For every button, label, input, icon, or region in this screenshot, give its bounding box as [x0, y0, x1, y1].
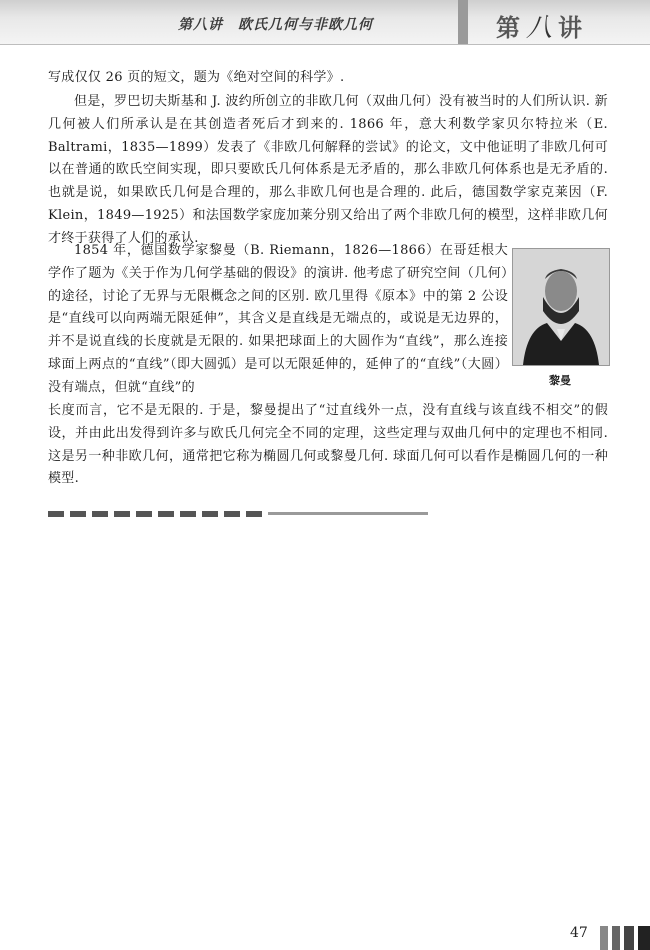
paragraph-elliptic-geometry: 长度而言，它不是无限的. 于是，黎曼提出了“过直线外一点，没有直线与该直线不相交”的假设，并由此出发得到许多与欧氏几何完全不同的定理，这些定理与双曲几何中的定理也不相同. 这是另一种非欧几何，通常把它称为椭圆几何或黎曼几何. 球面几何可以看作是椭圆几何的一种模型.	[48, 403, 608, 487]
paragraph-riemann-lecture: 1854 年，德国数学家黎曼（B. Riemann，1826—1866）在哥廷根大学作了题为《关于作为几何学基础的假设》的演讲. 他考虑了研究空间（几何）的途径，讨论了无界与无限概念之间的区别. 欧几里得《原本》中的第 2 公设是“直线可以向两端无限延伸”，其含义是直线是无端点的，或说是无边界的，并不是说直线的长度就是无限的. 如果把球面上的大圆作为“直线”，那么连接球面上两点的“直线”（即大圆弧）是可以无限延伸的，延伸了的“直线”（大圆）没有端点，但就“直线”的	[48, 243, 508, 395]
riemann-portrait-image	[512, 248, 610, 366]
page-number: 47	[570, 925, 588, 941]
page-corner-decoration	[596, 926, 650, 950]
section-divider	[48, 508, 428, 520]
header-separator	[458, 0, 468, 44]
lecture-suffix: 讲	[558, 13, 589, 42]
paragraph-non-euclidean-recognition: 但是，罗巴切夫斯基和 J. 波约所创立的非欧几何（双曲几何）没有被当时的人们所认识. 新几何被人们所承认是在其创造者死后才到来的. 1866 年，意大利数学家贝尔特拉米（E. Baltrami，1835—1899）发表了《非欧几何解释的尝试》的论文，文中他证明了非欧几何可以在普通的欧氏空间实现，即只要欧氏几何体系是无矛盾的，那么非欧几何体系也是无矛盾的. 也就是说，如果欧氏几何是合理的，那么非欧几何也是合理的. 此后，德国数学家克莱因（F. Klein，1849—1925）和法国数学家庞加莱分别又给出了两个非欧几何的模型，这样非欧几何才终于获得了人们的承认.	[48, 94, 608, 246]
chapter-title: 第八讲 欧氏几何与非欧几何	[178, 17, 373, 33]
lecture-number: 八	[526, 13, 559, 43]
lecture-prefix: 第	[496, 13, 526, 42]
portrait-caption: 黎曼	[549, 374, 571, 387]
page-header	[0, 0, 650, 45]
paragraph-continuation: 写成仅仅 26 页的短文，题为《绝对空间的科学》.	[48, 70, 345, 85]
lecture-label	[496, 7, 588, 44]
